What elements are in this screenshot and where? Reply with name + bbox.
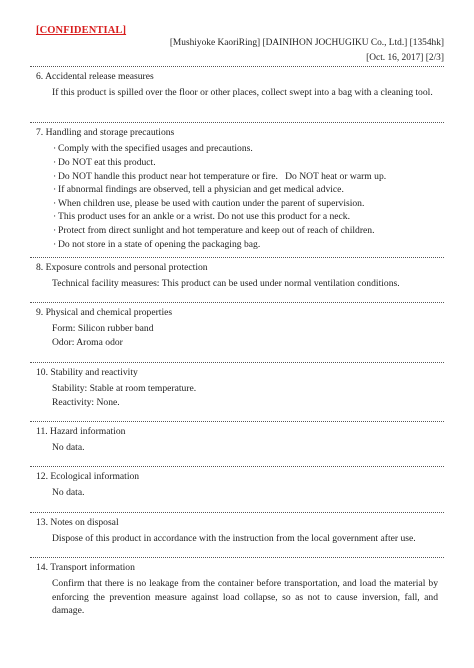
list-item: · Do not store in a state of opening the packaging bag. xyxy=(58,238,444,252)
section-title: 9. Physical and chemical properties xyxy=(36,307,173,318)
property-odor: Odor: Aroma odor xyxy=(52,337,123,349)
list-item: · This product uses for an ankle or a wrist. Do not use this product for a neck. xyxy=(58,210,444,224)
section-accidental-release xyxy=(30,66,444,100)
section-transport-information xyxy=(30,557,444,618)
section-stability-reactivity xyxy=(30,362,444,410)
reactivity-text: Reactivity: None. xyxy=(52,397,120,409)
section-exposure-controls xyxy=(30,257,444,291)
section-text: No data. xyxy=(52,442,85,454)
section-title: 10. Stability and reactivity xyxy=(36,367,138,378)
section-disposal xyxy=(30,512,444,546)
list-item: · Do NOT eat this product. xyxy=(58,156,444,170)
section-text: No data. xyxy=(52,487,85,499)
section-ecological-information xyxy=(30,466,444,500)
section-title: 7. Handling and storage precautions xyxy=(36,127,175,138)
section-text: Technical facility measures: This product can be used under normal ventilation conditions. xyxy=(52,278,400,290)
header-product-company: [Mushiyoke KaoriRing] [DAINIHON JOCHUGIKU Co., Ltd.] [1354hk] xyxy=(169,38,444,48)
section-title: 11. Hazard information xyxy=(36,426,126,437)
header-date-page: [Oct. 16, 2017] [2/3] xyxy=(366,53,444,63)
document-header xyxy=(170,36,444,66)
section-title: 8. Exposure controls and personal protection xyxy=(36,262,208,273)
section-handling-storage xyxy=(30,122,444,251)
section-text: If this product is spilled over the floor or other places, collect swept into a bag with a cleaning tool. xyxy=(52,87,433,99)
list-item: · Do NOT handle this product near hot temperature or fire. Do NOT heat or warm up. xyxy=(58,170,444,184)
section-hazard-information xyxy=(30,421,444,455)
section-physical-properties xyxy=(30,302,444,350)
section-title: 13. Notes on disposal xyxy=(36,517,119,528)
precautions-list xyxy=(30,142,444,251)
section-title: 6. Accidental release measures xyxy=(36,71,154,82)
property-form: Form: Silicon rubber band xyxy=(52,323,154,335)
list-item: · If abnormal findings are observed, tell a physician and get medical advice. xyxy=(58,183,444,197)
section-text: Dispose of this product in accordance with the instruction from the local government after use. xyxy=(52,533,416,545)
section-title: 14. Transport information xyxy=(36,562,135,573)
list-item: · Protect from direct sunlight and hot temperature and keep out of reach of children. xyxy=(58,224,444,238)
section-text: Confirm that there is no leakage from the container before transportation, and load the material by enforcing the prevention measure against load collapse, so as not to cause inversion, fall, and damage. xyxy=(52,578,438,617)
section-title: 12. Ecological information xyxy=(36,471,140,482)
list-item: · When children use, please be used with caution under the parent of supervision. xyxy=(58,197,444,211)
stability-text: Stability: Stable at room temperature. xyxy=(52,383,197,395)
confidential-label: [CONFIDENTIAL] xyxy=(36,25,127,36)
list-item: · Comply with the specified usages and precautions. xyxy=(58,142,444,156)
